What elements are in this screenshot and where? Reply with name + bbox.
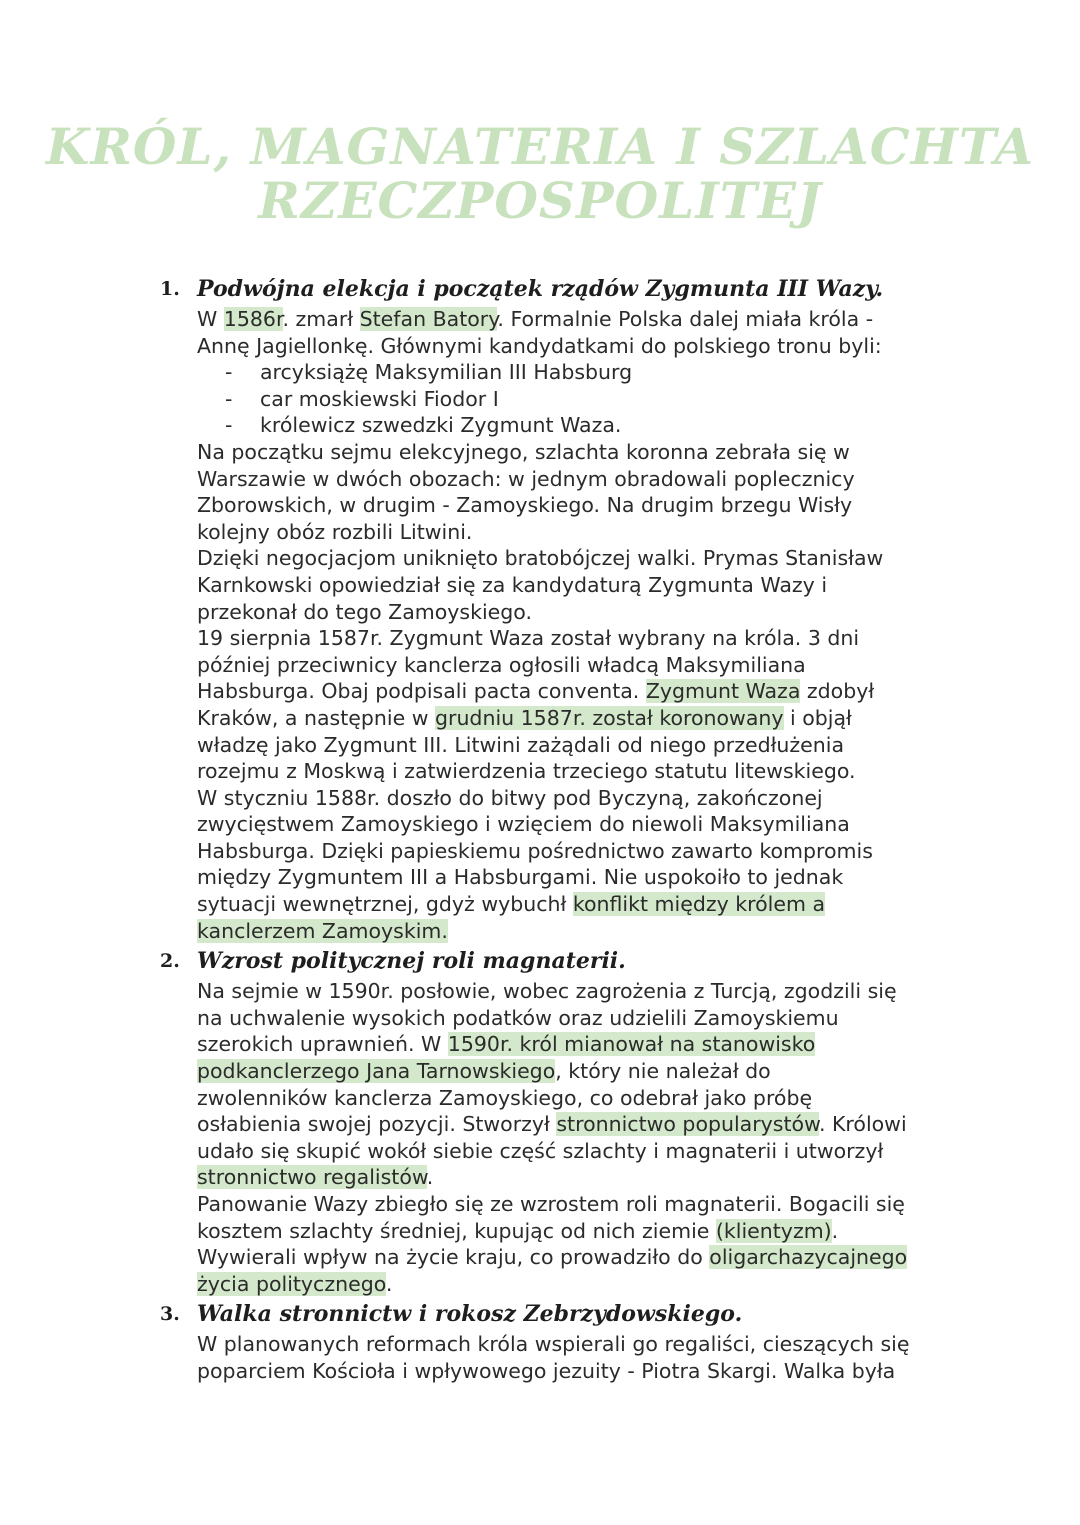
bullet-item	[197, 359, 960, 386]
text-segment: zwycięstwem Zamoyskiego i wzięciem do niewoli Maksymiliana	[197, 812, 850, 837]
section-1	[160, 272, 960, 944]
text-line	[197, 732, 960, 759]
page-title	[0, 117, 1080, 230]
text-segment: poparciem Kościoła i wpływowego jezuity - Piotra Skargi. Walka była	[197, 1358, 896, 1383]
text-segment: .	[426, 1165, 434, 1190]
highlighted-text: kanclerzem Zamoyskim.	[197, 918, 448, 943]
text-line	[197, 1111, 960, 1138]
bullet-dash: -	[225, 386, 233, 411]
highlighted-text: Zygmunt Waza	[645, 679, 801, 704]
text-segment: W planowanych reformach króla wspierali go regaliści, cieszących się	[197, 1332, 910, 1357]
text-line	[197, 1005, 960, 1032]
section-number: 1.	[160, 278, 180, 300]
text-line	[197, 545, 960, 572]
text-segment: Annę Jagiellonkę. Głównymi kandydatkami do polskiego tronu byli:	[197, 333, 882, 358]
text-line	[197, 1085, 960, 1112]
document-content	[160, 272, 960, 1385]
text-line	[197, 1271, 960, 1298]
text-line	[197, 599, 960, 626]
text-line	[197, 705, 960, 732]
section-heading-text: Walka stronnictw i rokosz Zebrzydowskiego.	[197, 1301, 743, 1328]
text-segment: sytuacji wewnętrznej, gdyż wybuchł	[197, 892, 573, 917]
text-segment: na uchwalenie wysokich podatków oraz udzielili Zamoyskiemu	[197, 1005, 839, 1030]
highlighted-text: Stefan Batory	[359, 307, 498, 331]
page-title-line-2: RZECZPOSPOLITEJ	[258, 171, 822, 230]
bullet-item	[197, 412, 960, 439]
text-segment: Kraków, a następnie w	[197, 705, 435, 730]
text-line	[197, 811, 960, 838]
text-segment: Na sejmie w 1590r. posłowie, wobec zagrożenia z Turcją, zgodzili się	[197, 979, 897, 1004]
highlighted-text: grudniu 1587r. został koronowany	[435, 705, 784, 730]
text-line	[197, 1058, 960, 1085]
text-segment: . Królowi	[818, 1112, 907, 1137]
text-segment: Warszawie w dwóch obozach: w jednym obradowali poplecznicy	[197, 466, 855, 491]
text-line	[197, 1191, 960, 1218]
highlighted-text: stronnictwo regalistów	[197, 1165, 427, 1190]
text-line	[197, 1331, 960, 1358]
highlighted-text: (klientyzm)	[715, 1218, 832, 1243]
text-segment: zwolenników kanclerza Zamoyskiego, co odebrał jako próbę	[197, 1085, 813, 1110]
highlighted-text: życia politycznego	[197, 1271, 386, 1296]
text-segment: Wywierali wpływ na życie kraju, co prowadziło do	[197, 1245, 710, 1270]
text-segment: Habsburga. Dzięki papieskiemu pośrednictwo zawarto kompromis	[197, 838, 873, 863]
bullet-dash: -	[225, 413, 233, 438]
text-segment: szerokich uprawnień. W	[197, 1032, 448, 1057]
text-segment: . Formalnie Polska dalej miała króla -	[497, 307, 874, 331]
text-segment: przekonał do tego Zamoyskiego.	[197, 599, 533, 624]
text-line	[197, 1164, 960, 1191]
section-body	[160, 306, 960, 944]
text-segment: i objął	[783, 705, 852, 730]
text-line	[197, 785, 960, 812]
text-line	[197, 519, 960, 546]
text-line	[197, 333, 960, 360]
text-segment: Karnkowski opowiedział się za kandydaturą Zygmunta Wazy i	[197, 572, 828, 597]
text-line	[197, 758, 960, 785]
text-segment: W	[197, 307, 224, 331]
section-heading-text: Podwójna elekcja i początek rządów Zygmunta III Wazy.	[197, 276, 884, 302]
text-segment: Zborowskich, w drugim - Zamoyskiego. Na drugim brzegu Wisły	[197, 493, 853, 518]
bullet-item	[197, 386, 960, 413]
text-line	[197, 1358, 960, 1385]
text-segment: W styczniu 1588r. doszło do bitwy pod Byczyną, zakończonej	[197, 785, 823, 810]
text-line	[197, 652, 960, 679]
text-segment: zdobył	[800, 679, 875, 704]
highlighted-text: podkanclerzego Jana Tarnowskiego	[197, 1059, 556, 1084]
section-number: 2.	[160, 950, 180, 973]
text-line	[197, 838, 960, 865]
text-line	[197, 891, 960, 918]
text-segment: królewicz szwedzki Zygmunt Waza.	[260, 413, 622, 438]
text-line	[197, 978, 960, 1005]
text-segment: 19 sierpnia 1587r. Zygmunt Waza został wybrany na króla. 3 dni	[197, 626, 860, 651]
text-segment: .	[385, 1271, 393, 1296]
text-line	[197, 918, 960, 945]
text-line	[197, 1138, 960, 1165]
text-line	[197, 1031, 960, 1058]
text-segment: . zmarł	[282, 307, 360, 331]
text-line	[197, 678, 960, 705]
text-line	[197, 492, 960, 519]
text-segment: kolejny obóz rozbili Litwini.	[197, 519, 473, 544]
text-segment: , który nie należał do	[555, 1059, 771, 1084]
section-number: 3.	[160, 1303, 180, 1326]
text-segment: arcyksiążę Maksymilian III Habsburg	[260, 360, 633, 385]
text-segment: później przeciwnicy kanclerza ogłosili władcą Maksymiliana	[197, 652, 806, 677]
highlighted-text: konflikt między królem a	[572, 892, 825, 917]
section-3	[160, 1297, 960, 1384]
text-line	[197, 306, 960, 333]
section-body	[160, 1331, 960, 1384]
highlighted-text: 1586r	[223, 307, 283, 331]
text-line	[197, 1218, 960, 1245]
section-heading	[160, 944, 960, 978]
text-segment: osłabienia swojej pozycji. Stworzył	[197, 1112, 557, 1137]
page-title-line-1: KRÓL, MAGNATERIA I SZLACHTA	[45, 117, 1035, 176]
text-segment: między Zygmuntem III a Habsburgami. Nie uspokoiło to jednak	[197, 865, 844, 890]
text-line	[197, 572, 960, 599]
text-segment: Habsburga. Obaj podpisali pacta conventa.	[197, 679, 646, 704]
text-segment: udało się skupić wokół siebie część szlachty i magnaterii i utworzył	[197, 1138, 884, 1163]
section-2	[160, 944, 960, 1297]
section-heading	[160, 1297, 960, 1331]
section-heading	[160, 272, 960, 306]
text-segment: Panowanie Wazy zbiegło się ze wzrostem roli magnaterii. Bogacili się	[197, 1192, 905, 1216]
highlighted-text: stronnictwo popularystów	[556, 1112, 819, 1137]
highlighted-text: 1590r. król mianował na stanowisko	[447, 1032, 816, 1057]
text-line	[197, 1244, 960, 1271]
text-segment: Dzięki negocjacjom uniknięto bratobójczej walki. Prymas Stanisław	[197, 546, 884, 571]
section-body	[160, 978, 960, 1297]
text-segment: rozejmu z Moskwą i zatwierdzenia trzeciego statutu litewskiego.	[197, 759, 856, 784]
bullet-dash: -	[225, 360, 233, 385]
text-line	[197, 439, 960, 466]
text-segment: Na początku sejmu elekcyjnego, szlachta koronna zebrała się w	[197, 439, 850, 464]
text-segment: .	[831, 1218, 839, 1243]
highlighted-text: oligarchazycajnego	[709, 1245, 908, 1270]
text-segment: car moskiewski Fiodor I	[260, 386, 499, 411]
text-line	[197, 466, 960, 493]
text-segment: władzę jako Zygmunt III. Litwini zażądali od niego przedłużenia	[197, 732, 845, 757]
section-heading-text: Wzrost politycznej roli magnaterii.	[197, 948, 626, 975]
text-line	[197, 864, 960, 891]
text-line	[197, 625, 960, 652]
text-segment: kosztem szlachty średniej, kupując od nich ziemie	[197, 1218, 716, 1243]
